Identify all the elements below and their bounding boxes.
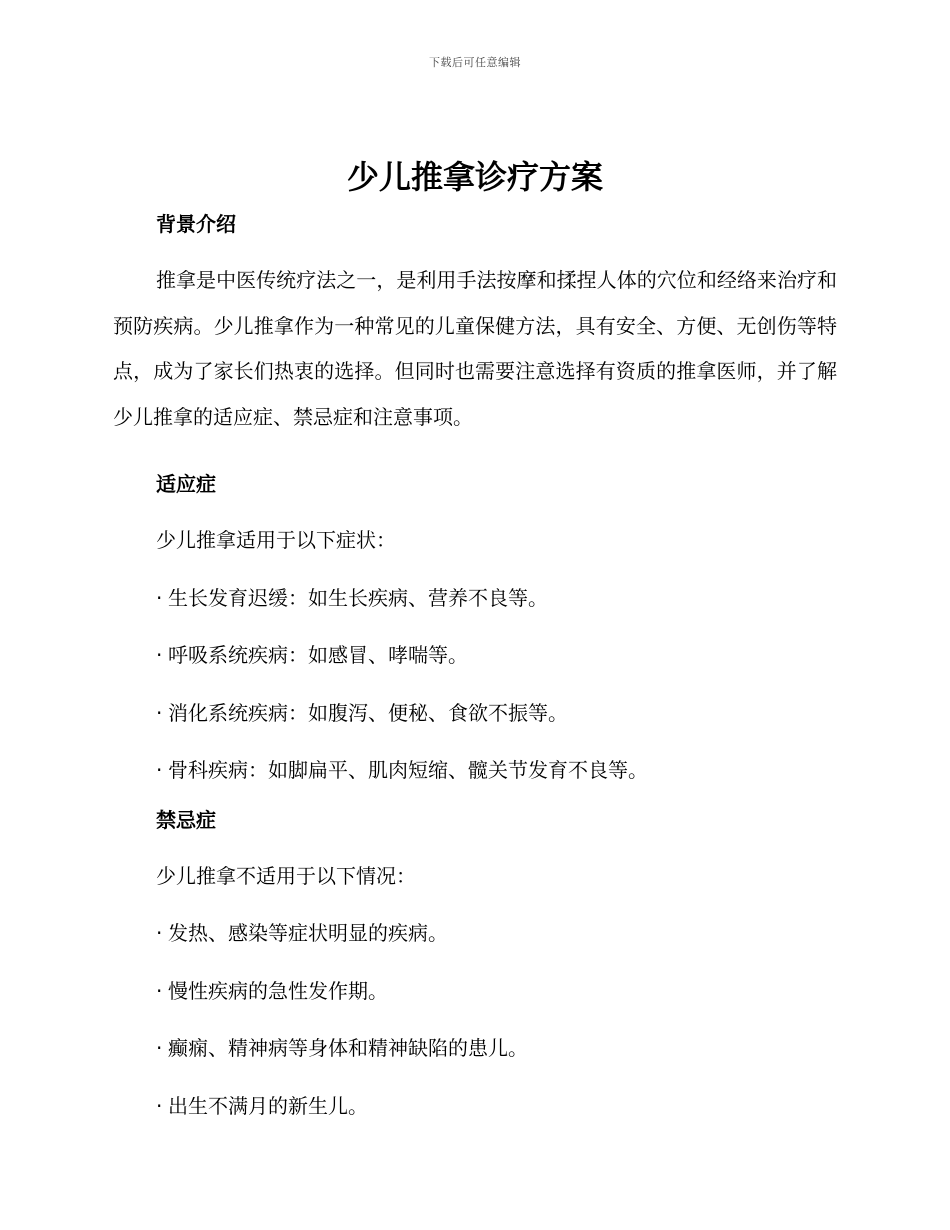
list-item: [113, 905, 837, 963]
bullet-mark: ·: [156, 758, 163, 782]
bullet-mark: ·: [156, 1093, 163, 1118]
list-item-text: 骨科疾病：如脚扁平、肌肉短缩、髋关节发育不良等。: [168, 758, 648, 782]
section-heading-background: 背景介绍: [156, 212, 236, 236]
bullet-mark: ·: [156, 643, 163, 667]
list-item-text: 出生不满月的新生儿。: [168, 1093, 368, 1118]
list-item: [113, 742, 837, 800]
bullet-mark: ·: [156, 585, 163, 610]
list-item-text: 发热、感染等症状明显的疾病。: [168, 921, 448, 945]
bullet-mark: ·: [156, 1036, 163, 1060]
document-body: [113, 204, 837, 1135]
list-item: [113, 570, 837, 628]
list-item: [113, 1020, 837, 1078]
section-heading-contraindications: 禁忌症: [156, 807, 216, 832]
list-item-text: 癫痫、精神病等身体和精神缺陷的患儿。: [168, 1036, 528, 1060]
indications-intro: 少儿推拿适用于以下症状：: [156, 528, 396, 552]
list-item-text: 慢性疾病的急性发作期。: [168, 978, 388, 1003]
list-item: [113, 1078, 837, 1136]
list-item: [113, 685, 837, 743]
bullet-mark: ·: [156, 921, 163, 945]
document-title: 少儿推拿诊疗方案: [346, 158, 603, 196]
section-heading-indications: 适应症: [156, 472, 216, 496]
bullet-mark: ·: [156, 700, 163, 725]
list-item-text: 生长发育迟缓：如生长疾病、营养不良等。: [168, 585, 548, 610]
page-header: 下载后可任意编辑: [429, 56, 521, 69]
list-item: [113, 963, 837, 1021]
background-paragraph: 推拿是中医传统疗法之一，是利用手法按摩和揉捏人体的穴位和经络来治疗和预防疾病。少儿推拿作为一种常见的儿童保健方法，具有安全、方便、无创伤等特点，成为了家长们热衷的选择。但同时也需要注意选择有资质的推拿医师，并了解少儿推拿的适应症、禁忌症和注意事项。: [113, 268, 837, 429]
list-item-text: 呼吸系统疾病：如感冒、哮喘等。: [168, 643, 468, 667]
contraindications-intro: 少儿推拿不适用于以下情况：: [156, 863, 416, 888]
list-item-text: 消化系统疾病：如腹泻、便秘、食欲不振等。: [168, 700, 568, 725]
bullet-mark: ·: [156, 978, 163, 1003]
list-item: [113, 627, 837, 685]
